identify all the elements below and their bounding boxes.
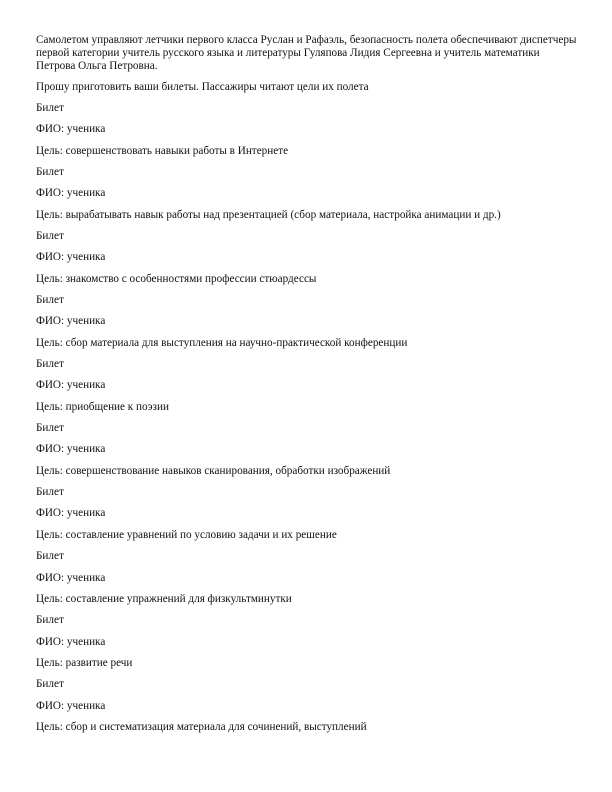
ticket-block (36, 678, 581, 734)
ticket-fio: ФИО: ученика (36, 507, 106, 520)
ticket-label: Билет (36, 230, 64, 243)
ticket-fio: ФИО: ученика (36, 123, 106, 136)
ticket-goal: Цель: составление упражнений для физкультминутки (36, 592, 292, 605)
ticket-block (36, 486, 581, 542)
ticket-fio: ФИО: ученика (36, 315, 106, 328)
ticket-fio: ФИО: ученика (36, 187, 106, 200)
ticket-goal: Цель: знакомство с особенностями профессии стюардессы (36, 272, 317, 285)
ticket-fio: ФИО: ученика (36, 379, 106, 392)
ticket-list (36, 102, 581, 734)
ticket-block (36, 294, 581, 350)
ticket-goal: Цель: совершенствование навыков сканирования, обработки изображений (36, 464, 391, 477)
ticket-label: Билет (36, 101, 64, 114)
ticket-fio: ФИО: ученика (36, 571, 106, 584)
ticket-block (36, 358, 581, 414)
ticket-block (36, 230, 581, 286)
ticket-label: Билет (36, 422, 64, 435)
ticket-goal: Цель: сбор материала для выступления на научно-практической конференции (36, 336, 408, 349)
intro-paragraph: Самолетом управляют летчики первого класса Руслан и Рафаэль, безопасность полета обеспечивают диспетчеры первой категории учитель русского языка и литературы Гуляпова Лидия Сергеевна и учитель математики Петрова Ольга Петровна. (36, 34, 577, 73)
ticket-block (36, 102, 581, 158)
announcement-text: Прошу приготовить ваши билеты. Пассажиры читают цели их полета (36, 80, 369, 93)
ticket-fio: ФИО: ученика (36, 635, 106, 648)
ticket-block (36, 550, 581, 606)
ticket-label: Билет (36, 678, 64, 691)
ticket-goal: Цель: вырабатывать навык работы над презентацией (сбор материала, настройка анимации и др.) (36, 208, 501, 221)
ticket-label: Билет (36, 165, 64, 178)
ticket-block (36, 422, 581, 478)
ticket-goal: Цель: приобщение к поэзии (36, 400, 169, 413)
ticket-block (36, 166, 581, 222)
ticket-label: Билет (36, 486, 64, 499)
ticket-goal: Цель: совершенствовать навыки работы в Интернете (36, 144, 289, 157)
ticket-label: Билет (36, 550, 64, 563)
ticket-goal: Цель: сбор и систематизация материала для сочинений, выступлений (36, 720, 367, 733)
ticket-fio: ФИО: ученика (36, 443, 106, 456)
ticket-fio: ФИО: ученика (36, 699, 106, 712)
ticket-fio: ФИО: ученика (36, 251, 106, 264)
document-page (36, 34, 581, 742)
ticket-label: Билет (36, 294, 64, 307)
ticket-label: Билет (36, 614, 64, 627)
ticket-block (36, 614, 581, 670)
ticket-goal: Цель: составление уравнений по условию задачи и их решение (36, 528, 337, 541)
ticket-goal: Цель: развитие речи (36, 656, 133, 669)
ticket-label: Билет (36, 358, 64, 371)
